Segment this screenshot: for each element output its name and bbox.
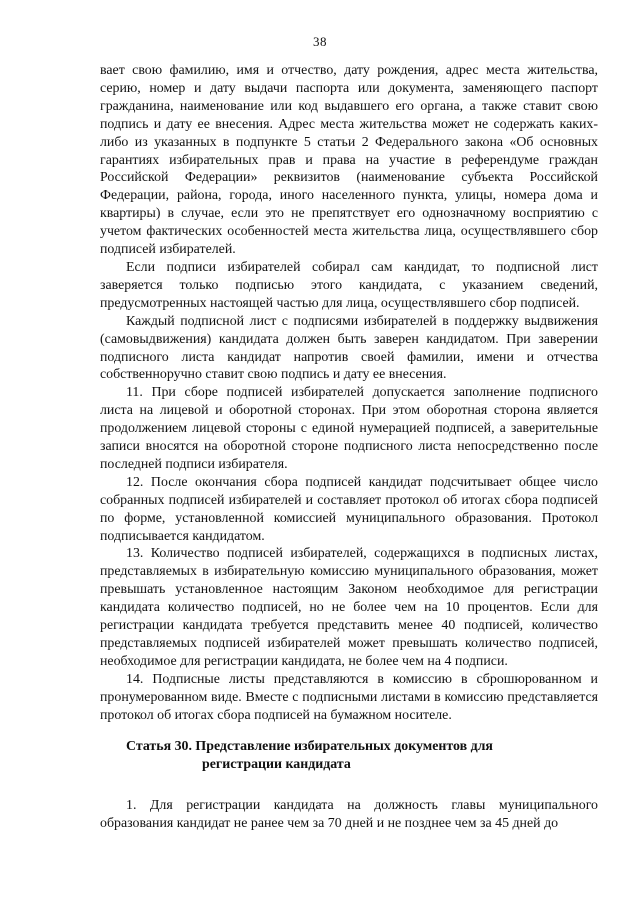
paragraph-candidate-self-collection: Если подписи избирателей собирал сам кандидат, то подписной лист заверяется только подписью этого кандидата, с указанием сведений, предусмотренных настоящей частью для лица, осуществлявшего сбор подписей. xyxy=(100,259,598,311)
article-body xyxy=(100,797,598,833)
article-paragraph-1: 1. Для регистрации кандидата на должность главы муниципального образования кандидат не ранее чем за 70 дней и не позднее чем за 45 дней до xyxy=(100,798,598,831)
article-heading-line2: регистрации кандидата xyxy=(202,757,351,772)
paragraph-item-12: 12. После окончания сбора подписей кандидат подсчитывает общее число собранных подписей избирателей и составляет протокол об итогах сбора подписей по форме, установленной комиссией муниципального образования. Протокол подписывается кандидатом. xyxy=(100,474,598,544)
paragraph-continuation: вает свою фамилию, имя и отчество, дату рождения, адрес места жительства, серию, номер и дату выдачи паспорта или документа, заменяющего паспорт гражданина, наименование или код выдавшего его органа, а также ставит свою подпись и дату ее внесения. Адрес места жительства может не содержать каких-либо из указанных в подпункте 5 статьи 2 Федерального закона «Об основных гарантиях избирательных прав и права на участие в референдуме граждан Российской Федерации» реквизитов (наименование субъекта Российской Федерации, района, города, иного населенного пункта, улицы, номера дома и квартиры) в случае, если это не препятствует его однозначному восприятию с учетом фактических особенностей места жительства лица, осуществлявшего сбор подписей избирателей. xyxy=(100,63,598,258)
paragraph-item-14: 14. Подписные листы представляются в комиссию в сброшюрованном и пронумерованном виде. Вместе с подписными листами в комиссию представляется протокол об итогах сбора подписей на бумажном носителе. xyxy=(100,671,598,723)
article-heading-line1: Статья 30. Представление избирательных документов для xyxy=(126,739,493,754)
page-number: 38 xyxy=(313,34,327,49)
paragraph-item-11: 11. При сборе подписей избирателей допускается заполнение подписного листа на лицевой и оборотной сторонах. При этом оборотная сторона является продолжением лицевой стороны с единой нумерацией подписей, а заверительные записи вносятся на оборотной стороне подписного листа непосредственно после последней подписи избирателя. xyxy=(100,385,598,472)
paragraph-sheet-certification: Каждый подписной лист с подписями избирателей в поддержку выдвижения (самовыдвижения) кандидата должен быть заверен кандидатом. При заверении подписного листа кандидат напротив своей фамилии, имени и отчества собственноручно ставит свою подпись и дату ее внесения. xyxy=(100,313,598,383)
paragraph-item-13: 13. Количество подписей избирателей, содержащихся в подписных листах, представляемых в избирательную комиссию муниципального образования, может превышать установленное настоящим Законом необходимое для регистрации кандидата количество подписей, но не более чем на 10 процентов. Если для регистрации кандидата требуется представить менее 40 подписей, количество представляемых подписей избирателей может превышать количество подписей, необходимое для регистрации кандидата, не более чем на 4 подписи. xyxy=(100,546,598,669)
article-heading xyxy=(126,738,546,774)
body-text xyxy=(100,62,598,725)
